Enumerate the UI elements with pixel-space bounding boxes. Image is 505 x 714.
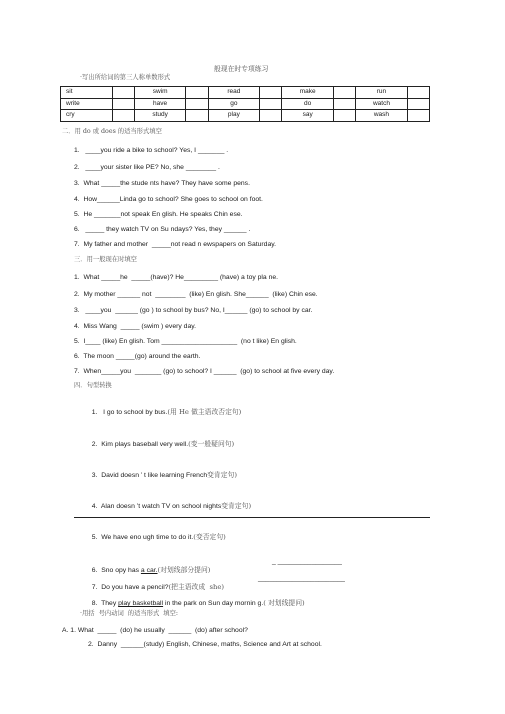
item-instruction: (把主语改成 she) (168, 583, 224, 591)
table-cell: cry (61, 110, 113, 122)
answer-cell[interactable] (407, 110, 429, 122)
item-instruction: 变肯定句) (207, 471, 237, 479)
item-text: 1. I go to school by bus. (91, 409, 168, 416)
item-instruction: 变肯定句) (221, 502, 252, 510)
question-line: 1. ____you ride a bike to school? Yes, I _______ . (74, 147, 229, 154)
table-cell: do (282, 98, 334, 110)
table-cell: sit (61, 87, 113, 99)
transform-item (88, 494, 251, 511)
answer-cell[interactable] (186, 98, 208, 110)
question-line: 3. ____you ______ (go ) to school by bus? No, I______ (go) to school by car. (74, 307, 313, 314)
question-line: 7. My father and mother _____not read n ewspapers on Saturday. (74, 241, 277, 248)
verb-table (60, 86, 430, 122)
table-cell: play (208, 110, 260, 122)
question-line: 2. Danny ______(study) English, Chinese, maths, Science and Art at school. (88, 641, 322, 648)
transform-item (88, 525, 226, 542)
answer-line (74, 517, 430, 518)
transform-item (88, 558, 210, 575)
item-instruction: ( 对划线提问) (263, 599, 305, 607)
section-1-heading: ·写出所给词的第三人称单数形式 (80, 74, 171, 81)
question-line: A. 1. What _____ (do) he usually ______ (do) after school? (62, 627, 248, 634)
item-instruction: (对划线部分提问) (157, 566, 211, 574)
answer-cell[interactable] (334, 98, 356, 110)
item-text: 2. Kim plays baseball very well. (91, 441, 189, 448)
answer-cell[interactable] (112, 87, 134, 99)
question-line: 7. When_____you _______ (go) to school? I ______ (go) to school at five every day. (74, 368, 335, 375)
section-2-heading: 二．用 do 或 does 的适当形式填空 (62, 128, 162, 135)
question-line: 3. What _____the stude nts have? They have some pens. (74, 180, 250, 187)
table-cell: study (134, 110, 186, 122)
answer-cell[interactable] (186, 110, 208, 122)
question-line: 4. How______Linda go to school? She goes to school on foot. (74, 196, 263, 203)
table-row (61, 87, 430, 99)
question-line: 4. Miss Wang _____ (swim ) every day. (74, 323, 197, 330)
answer-blank[interactable]: _______________________ (258, 575, 345, 582)
question-line: 5. He _______not speak En glish. He speaks Chin ese. (74, 211, 243, 218)
item-text: 3. David doesn ’ t like learning French (91, 472, 208, 479)
underlined-phrase: a car. (140, 567, 158, 574)
item-text: 8. They (91, 600, 119, 607)
table-row (61, 98, 430, 110)
question-line: 6. _____ they watch TV on Su ndays? Yes, they ______ . (74, 226, 251, 233)
answer-cell[interactable] (112, 110, 134, 122)
answer-cell[interactable] (260, 98, 282, 110)
answer-cell[interactable] (260, 110, 282, 122)
table-cell: swim (134, 87, 186, 99)
item-instruction: (变一般疑问句) (188, 440, 235, 448)
answer-cell[interactable] (407, 98, 429, 110)
answer-cell[interactable] (334, 110, 356, 122)
transform-item (88, 575, 224, 592)
page-title: 般现在时专项练习 (214, 65, 269, 73)
table-cell: watch (356, 98, 408, 110)
answer-cell[interactable] (186, 87, 208, 99)
answer-cell[interactable] (260, 87, 282, 99)
transform-item (88, 400, 241, 417)
table-cell: have (134, 98, 186, 110)
section-4-heading: 四．句型转换 (74, 382, 112, 389)
item-text: 7. Do you have a pencil? (91, 584, 169, 591)
answer-cell[interactable] (407, 87, 429, 99)
item-text: 5. We have eno ugh time to do it. (91, 534, 194, 541)
table-cell: go (208, 98, 260, 110)
underlined-phrase: play basketball (118, 600, 164, 607)
table-cell: run (356, 87, 408, 99)
question-line: 2. My mother ______ not ________ (like) En glish. She______ (like) Chin ese. (74, 291, 318, 298)
section-5-heading: ·用括 号内动词 的适当形式 填空: (80, 610, 178, 617)
question-line: 5. I____ (like) En glish. Tom ____________________ (no t like) En glish. (74, 338, 297, 345)
table-cell: read (208, 87, 260, 99)
table-cell: wash (356, 110, 408, 122)
item-text: 6. Sno opy has (91, 567, 141, 574)
transform-item (88, 591, 305, 608)
question-line: 6. The moon _____(go) around the earth. (74, 353, 201, 360)
table-cell: make (282, 87, 334, 99)
item-instruction: (用 He 做主语改否定句) (167, 408, 242, 416)
transform-item (88, 432, 234, 449)
question-line: 1. What _____he _____(have)? He_________ (have) a toy pla ne. (74, 274, 279, 281)
question-line: 2. ____your sister like PE? No, she ________ . (74, 164, 220, 171)
answer-cell[interactable] (334, 87, 356, 99)
item-text: 4. Alan doesn ’t watch TV on school nights (91, 503, 222, 510)
table-row (61, 110, 430, 122)
answer-cell[interactable] (112, 98, 134, 110)
section-3-heading: 三．用一般现在时填空 (74, 256, 137, 263)
answer-blank[interactable]: _ _________________ (272, 558, 342, 565)
table-cell: say (282, 110, 334, 122)
table-cell: write (61, 98, 113, 110)
transform-item (88, 463, 237, 480)
item-text: in the park on Sun day mornin g. (163, 600, 264, 607)
item-instruction: (变否定句) (193, 533, 226, 541)
